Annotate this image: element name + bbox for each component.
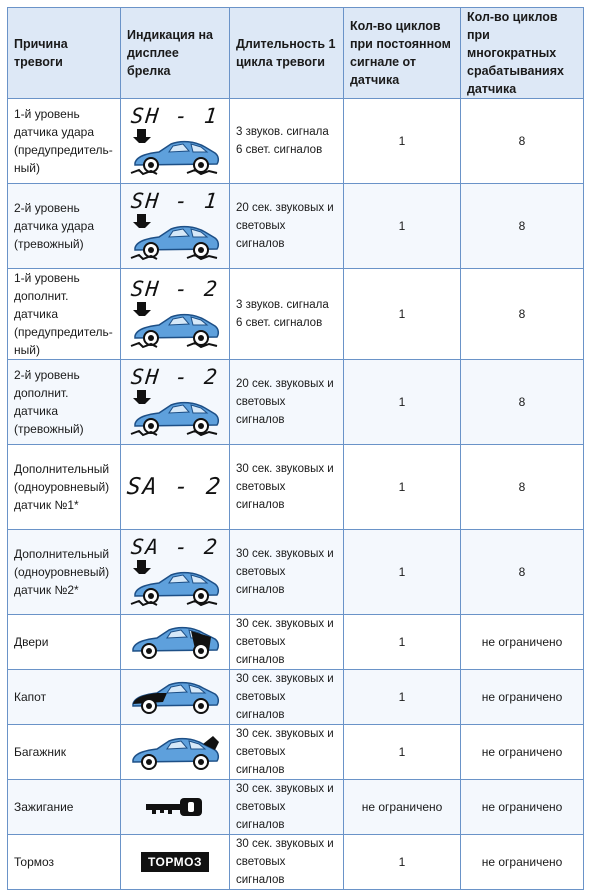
row-cycles-constant: 1 bbox=[344, 670, 461, 725]
row-cycles-constant: 1 bbox=[344, 615, 461, 670]
row-cycles-constant: 1 bbox=[344, 530, 461, 615]
car-shock-icon bbox=[129, 127, 221, 177]
table-row bbox=[8, 780, 584, 835]
row-reason: Тормоз bbox=[8, 835, 121, 890]
row-reason: Двери bbox=[8, 615, 121, 670]
header-duration: Длительность 1 цикла тревоги bbox=[230, 8, 344, 99]
row-reason: 1-й уровень датчика удара (предупредитель-ный) bbox=[8, 99, 121, 184]
car-shock-icon bbox=[129, 212, 221, 262]
row-indication bbox=[121, 615, 230, 670]
display-code: SA - 2 bbox=[129, 535, 221, 559]
row-indication bbox=[121, 725, 230, 780]
row-cycles-repeated: 8 bbox=[461, 269, 584, 360]
car-hood-icon bbox=[129, 678, 221, 716]
row-duration: 30 сек. звуковых и световых сигналов bbox=[230, 530, 344, 615]
row-indication bbox=[121, 445, 230, 530]
brake-label: ТОРМОЗ bbox=[141, 852, 209, 872]
row-cycles-repeated: 8 bbox=[461, 99, 584, 184]
header-cycles-constant: Кол-во циклов при постоянном сигнале от датчика bbox=[344, 8, 461, 99]
alarm-table bbox=[7, 7, 584, 890]
row-cycles-repeated: не ограничено bbox=[461, 670, 584, 725]
alarm-table-container bbox=[7, 7, 583, 890]
row-cycles-repeated: 8 bbox=[461, 445, 584, 530]
row-reason: 2-й уровень датчика удара (тревожный) bbox=[8, 184, 121, 269]
row-cycles-constant: не ограничено bbox=[344, 780, 461, 835]
row-duration: 30 сек. звуковых и световых сигналов bbox=[230, 835, 344, 890]
car-shock-icon bbox=[129, 300, 221, 350]
row-cycles-constant: 1 bbox=[344, 360, 461, 445]
display-code: SA - 2 bbox=[126, 474, 224, 500]
car-shock-icon bbox=[129, 388, 221, 438]
table-row bbox=[8, 269, 584, 360]
car-door-icon bbox=[129, 623, 221, 661]
car-shock-icon bbox=[129, 558, 221, 608]
table-row bbox=[8, 615, 584, 670]
row-indication bbox=[121, 670, 230, 725]
row-cycles-repeated: не ограничено bbox=[461, 615, 584, 670]
row-cycles-repeated: 8 bbox=[461, 184, 584, 269]
row-indication bbox=[121, 184, 230, 269]
display-code: SH - 1 bbox=[129, 104, 221, 128]
row-duration: 20 сек. звуковых и световых сигналов bbox=[230, 184, 344, 269]
table-row bbox=[8, 360, 584, 445]
row-cycles-repeated: 8 bbox=[461, 530, 584, 615]
row-indication bbox=[121, 780, 230, 835]
row-duration: 30 сек. звуковых и световых сигналов bbox=[230, 670, 344, 725]
row-indication bbox=[121, 835, 230, 890]
row-cycles-repeated: не ограничено bbox=[461, 835, 584, 890]
row-reason: Зажигание bbox=[8, 780, 121, 835]
header-cycles-repeated: Кол-во циклов при многократных срабатываниях датчика bbox=[461, 8, 584, 99]
row-cycles-constant: 1 bbox=[344, 184, 461, 269]
ignition-key-icon bbox=[144, 796, 206, 818]
row-duration: 30 сек. звуковых и световых сигналов bbox=[230, 445, 344, 530]
row-indication bbox=[121, 269, 230, 360]
row-duration: 30 сек. звуковых и световых сигналов bbox=[230, 780, 344, 835]
table-row bbox=[8, 445, 584, 530]
row-duration: 3 звуков. сигнала 6 свет. сигналов bbox=[230, 269, 344, 360]
row-reason: 1-й уровень дополнит. датчика (предупредитель-ный) bbox=[8, 269, 121, 360]
header-indication: Индикация на дисплее брелка bbox=[121, 8, 230, 99]
table-row bbox=[8, 670, 584, 725]
table-row bbox=[8, 184, 584, 269]
table-row bbox=[8, 725, 584, 780]
row-cycles-constant: 1 bbox=[344, 835, 461, 890]
row-cycles-constant: 1 bbox=[344, 99, 461, 184]
row-cycles-repeated: не ограничено bbox=[461, 780, 584, 835]
row-cycles-constant: 1 bbox=[344, 445, 461, 530]
row-cycles-constant: 1 bbox=[344, 269, 461, 360]
row-reason: Капот bbox=[8, 670, 121, 725]
row-duration: 30 сек. звуковых и световых сигналов bbox=[230, 725, 344, 780]
row-duration: 30 сек. звуковых и световых сигналов bbox=[230, 615, 344, 670]
row-reason: Дополнительный (одноуровневый) датчик №2* bbox=[8, 530, 121, 615]
table-row bbox=[8, 530, 584, 615]
car-trunk-icon bbox=[129, 732, 221, 772]
row-cycles-constant: 1 bbox=[344, 725, 461, 780]
display-code: SH - 1 bbox=[129, 189, 221, 213]
row-reason: Дополнительный (одноуровневый) датчик №1* bbox=[8, 445, 121, 530]
table-row bbox=[8, 835, 584, 890]
table-header-row bbox=[8, 8, 584, 99]
display-code: SH - 2 bbox=[129, 365, 221, 389]
row-cycles-repeated: не ограничено bbox=[461, 725, 584, 780]
row-reason: 2-й уровень дополнит. датчика (тревожный) bbox=[8, 360, 121, 445]
row-indication bbox=[121, 360, 230, 445]
display-code: SH - 2 bbox=[129, 277, 221, 301]
row-reason: Багажник bbox=[8, 725, 121, 780]
table-row bbox=[8, 99, 584, 184]
row-indication bbox=[121, 99, 230, 184]
row-duration: 20 сек. звуковых и световых сигналов bbox=[230, 360, 344, 445]
header-reason: Причина тревоги bbox=[8, 8, 121, 99]
row-duration: 3 звуков. сигнала 6 свет. сигналов bbox=[230, 99, 344, 184]
row-cycles-repeated: 8 bbox=[461, 360, 584, 445]
row-indication bbox=[121, 530, 230, 615]
